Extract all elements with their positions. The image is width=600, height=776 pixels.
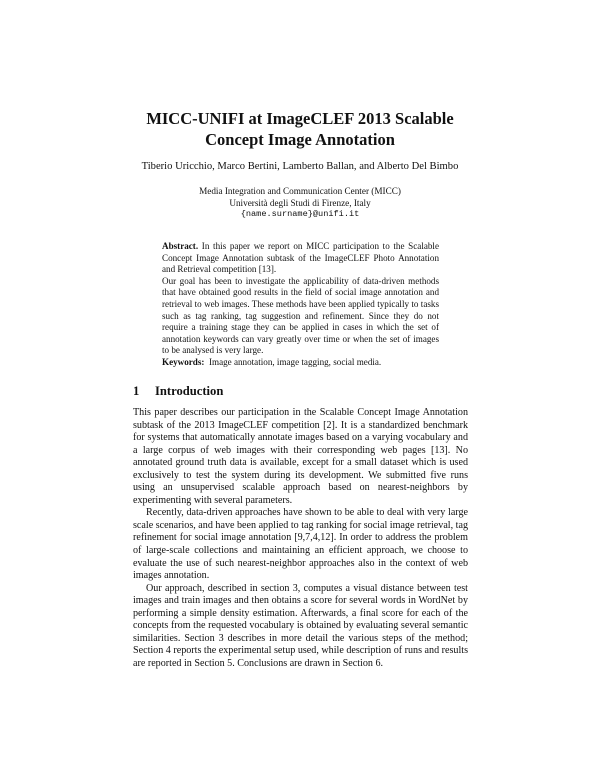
keywords-text: Image annotation, image tagging, social media. — [208, 357, 382, 367]
abstract-paragraph-1 — [162, 241, 439, 276]
affiliation-line-2: Università degli Studi di Firenze, Italy — [229, 197, 371, 208]
keywords — [162, 357, 439, 369]
keywords-label: Keywords: — [162, 357, 205, 367]
title-line-1: MICC-UNIFI at ImageCLEF 2013 Scalable — [146, 109, 454, 128]
abstract-label: Abstract. — [162, 241, 199, 251]
author-email: {name.surname}@unifi.it — [240, 209, 360, 220]
body-paragraph-2: Recently, data-driven approaches have shown to be able to deal with very large scale scenarios, and have been applied to tag ranking for social image retrieval, tag refinement for social image annotation [9,7,4,12]. In order to address the problem of large-scale collections and maintaining an efficient approach, we choose to evaluate the use of such nearest-neighbor approaches also in the context of web images annotation. — [133, 507, 468, 582]
abstract — [162, 241, 439, 357]
abstract-text-1: In this paper we report on MICC participation to the Scalable Concept Image Annotation subtask of the ImageCLEF Photo Annotation and Retrieval competition [13]. — [162, 241, 439, 275]
paper-title — [100, 108, 500, 150]
author-list: Tiberio Uricchio, Marco Bertini, Lamberto Ballan, and Alberto Del Bimbo — [141, 161, 459, 172]
title-line-2: Concept Image Annotation — [205, 130, 395, 149]
body-paragraph-3: Our approach, described in section 3, computes a visual distance between test images and train images and then obtains a score for several words in WordNet by performing a simple density estimation. Afterwards, a final score for each of the concepts from the requested vocabulary is obtained by evaluating several semantic similarities. Section 3 describes in more detail the various steps of the method; Section 4 reports the experimental setup used, while description of runs and results are reported in Section 5. Conclusions are drawn in Section 6. — [133, 582, 468, 669]
abstract-text-2: Our goal has been to investigate the applicability of data-driven methods that have obtained good results in the field of social image annotation and retrieval to web images. These methods have been applied typically to tasks such as tag ranking, tag suggestion and refinement. Since they do not require a training stage they can be applied in cases in which the set of annotation keywords can vary greatly over time or when the set of images to be analysed is very large. — [162, 275, 439, 356]
section-heading — [133, 384, 223, 399]
section-number: 1 — [133, 384, 140, 398]
body-paragraph-1: This paper describes our participation in the Scalable Concept Image Annotation subtask of the 2013 ImageCLEF competition [2]. It is a standardized benchmark for systems that automatically annotate images based on a varying vocabulary and a large corpus of web images with their corresponding web pages [13]. No annotated ground truth data is available, except for a small dataset which is used exclusively to test the system during its development. We submitted five runs using an unsupervised scalable approach based on nearest-neighbors by experimenting with several parameters. — [133, 407, 468, 506]
affiliation-line-1: Media Integration and Communication Center (MICC) — [199, 186, 401, 196]
section-title: Introduction — [155, 384, 224, 398]
affiliation — [100, 186, 500, 221]
section-body — [133, 407, 468, 670]
